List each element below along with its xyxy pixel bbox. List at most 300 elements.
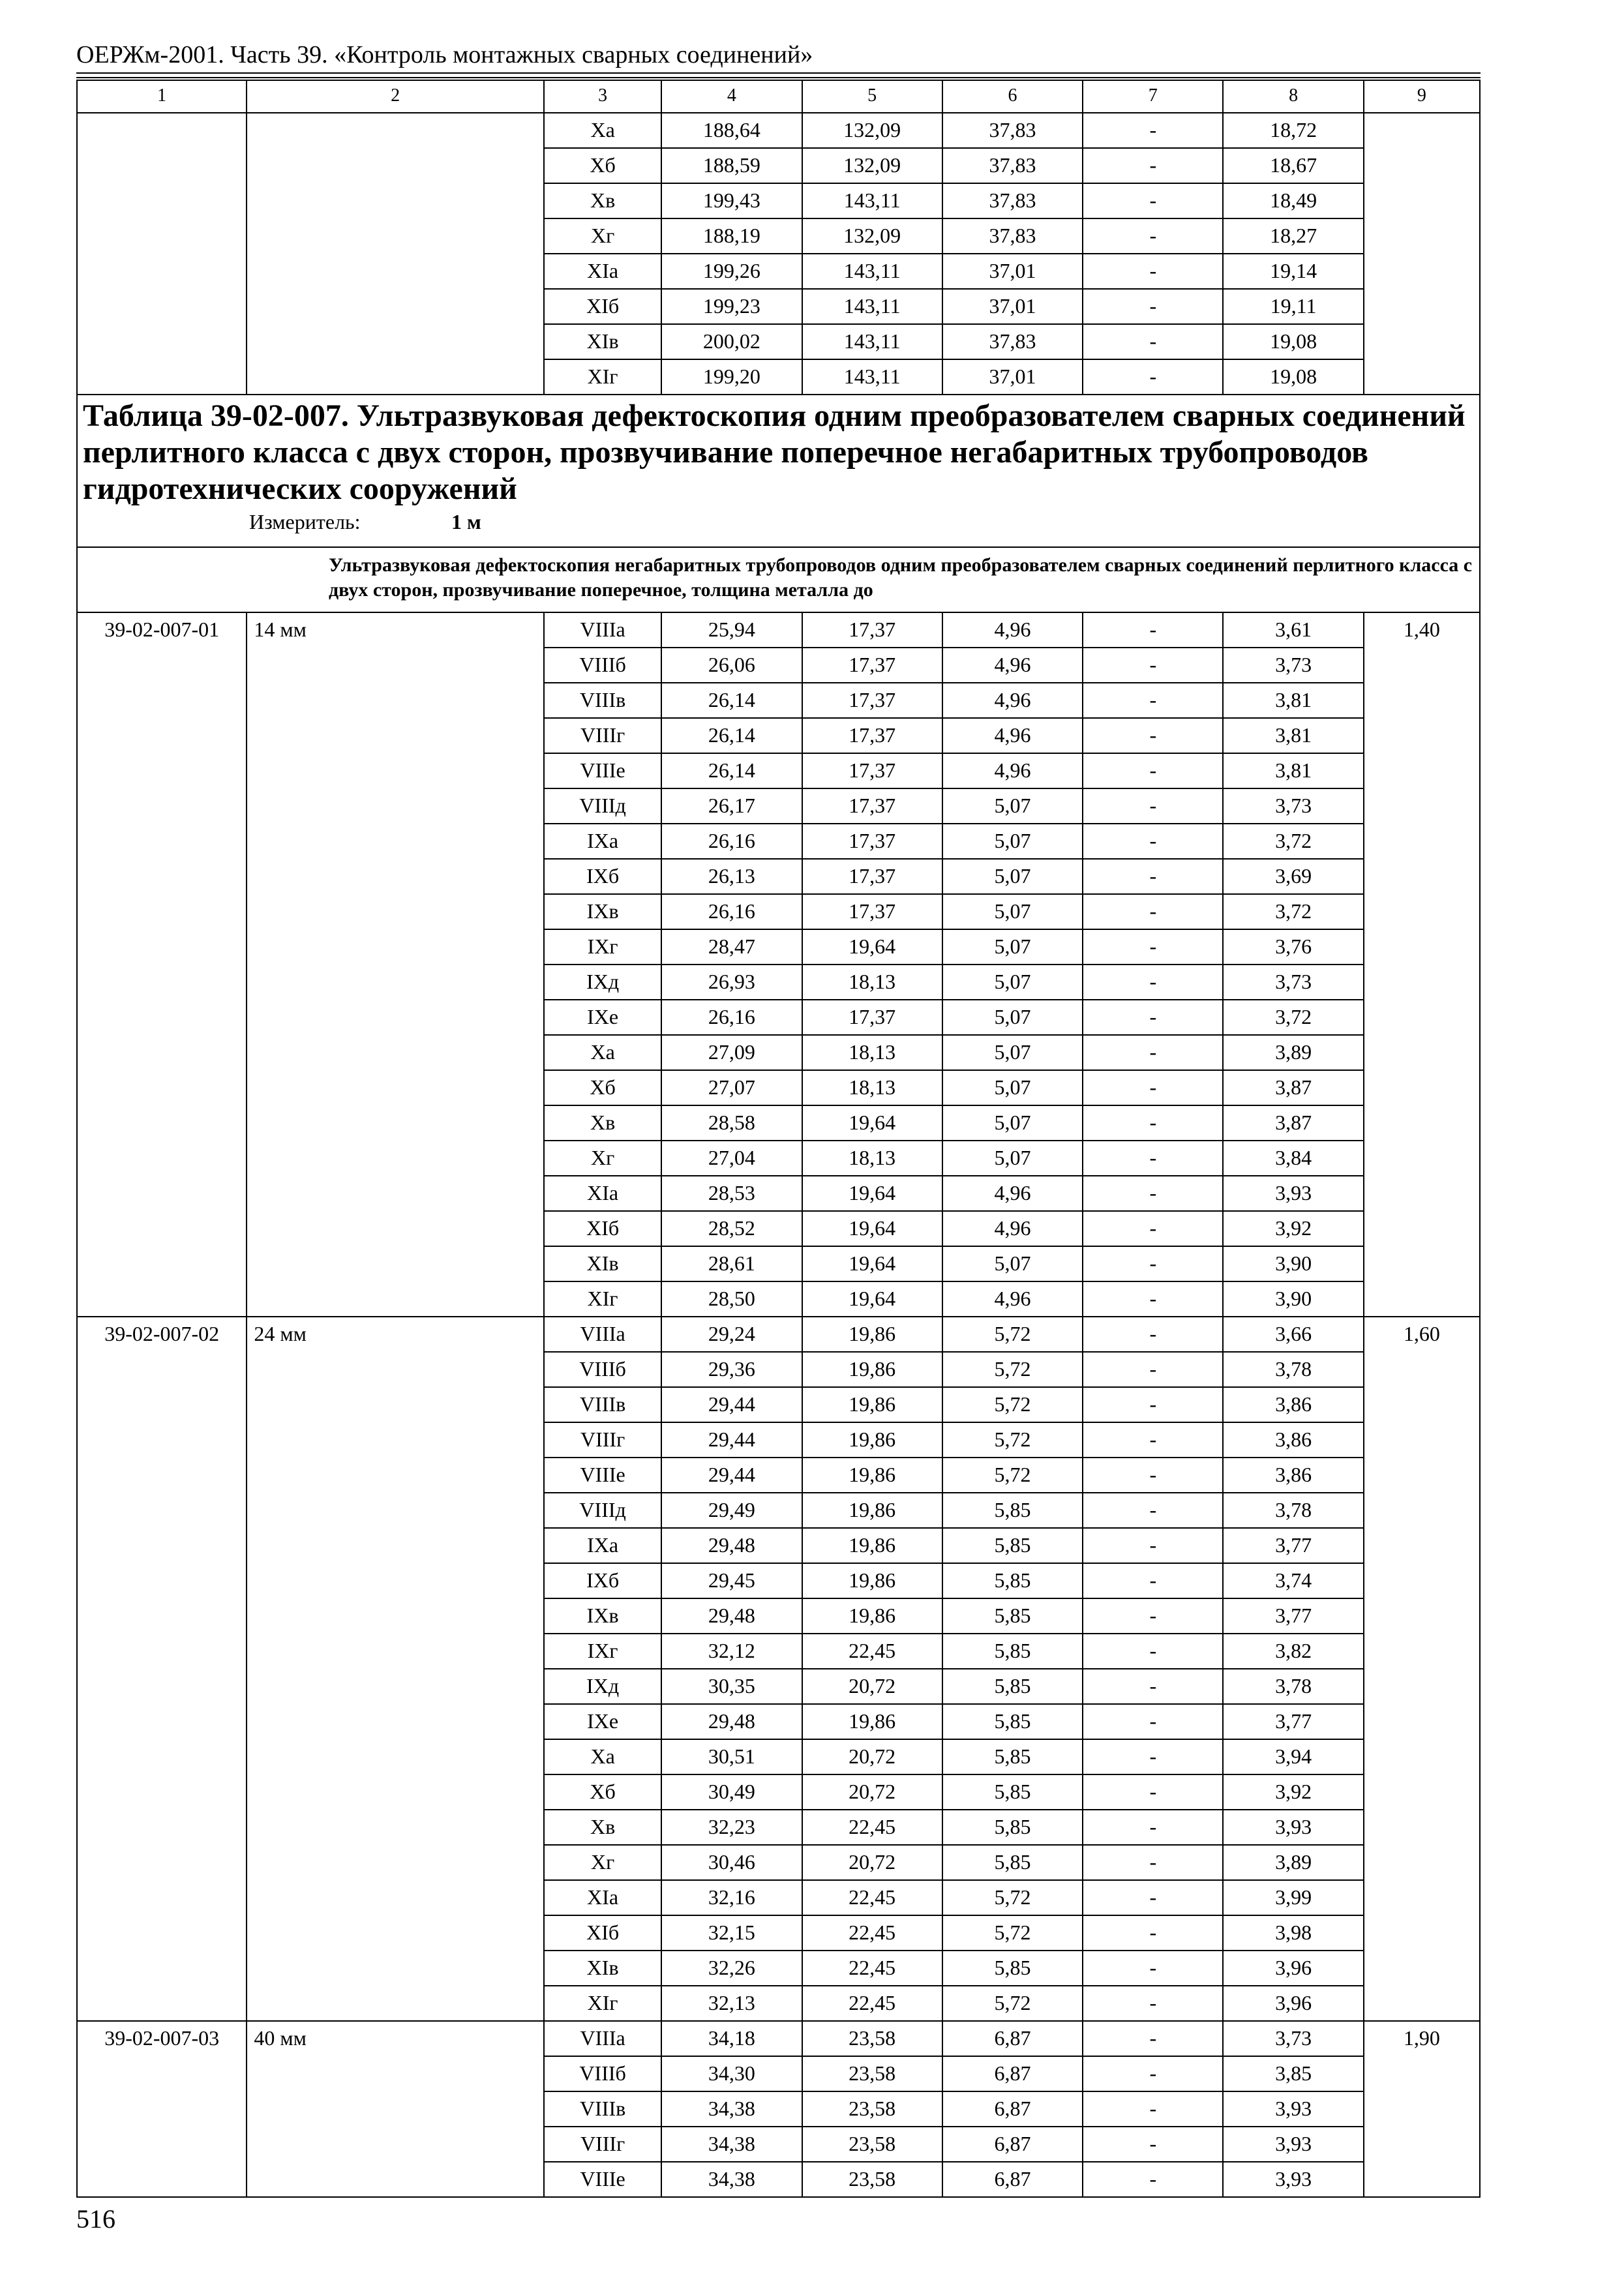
cell-value-col7: - [1083,753,1223,788]
cell-value-col6: 5,07 [942,1035,1083,1070]
cell-rate-code: 39-02-007-03 [77,2021,247,2197]
cell-value-col8: 3,99 [1223,1880,1363,1915]
cell-value-col8: 19,08 [1223,324,1363,359]
cell-value-col6: 37,01 [942,254,1083,289]
cell-value-col7: - [1083,2021,1223,2056]
cell-value-col7: - [1083,2091,1223,2127]
cell-resource-code: XIб [544,1915,661,1951]
cell-resource-code: VIIIг [544,2127,661,2162]
cell-value-col4: 29,36 [661,1352,802,1387]
cell-value-col5: 19,86 [802,1598,942,1634]
cell-value-col7: - [1083,894,1223,929]
cell-value-col6: 5,72 [942,1317,1083,1352]
cell-resource-code: Xв [544,183,661,218]
cell-value-col4: 29,48 [661,1598,802,1634]
cell-value-col4: 32,15 [661,1915,802,1951]
cell-thickness: 14 мм [247,612,544,1317]
cell-value-col6: 6,87 [942,2127,1083,2162]
cell-value-col6: 5,07 [942,859,1083,894]
cell-resource-code: IXб [544,1563,661,1598]
cell-value-col5: 23,58 [802,2056,942,2091]
cell-value-col8: 3,81 [1223,683,1363,718]
cell-value-col7: - [1083,1528,1223,1563]
cell-value-col5: 19,64 [802,929,942,965]
page-number: 516 [76,2204,115,2234]
cell-value-col5: 19,64 [802,1211,942,1246]
cell-value-col4: 34,38 [661,2162,802,2197]
cell-value-col6: 4,96 [942,1211,1083,1246]
cell-value-col8: 3,77 [1223,1598,1363,1634]
cell-value-col8: 3,92 [1223,1211,1363,1246]
cell-value-col4: 28,53 [661,1176,802,1211]
cell-value-col4: 26,14 [661,718,802,753]
cell-value-col6: 5,07 [942,788,1083,824]
cell-resource-code: Xб [544,1070,661,1105]
cell-value-col6: 4,96 [942,753,1083,788]
cell-resource-code: IXв [544,1598,661,1634]
cell-value-col6: 4,96 [942,718,1083,753]
cell-value-col5: 23,58 [802,2162,942,2197]
cell-resource-code: XIa [544,254,661,289]
cell-value-col7: - [1083,1422,1223,1458]
cell-resource-code: Xб [544,1774,661,1810]
rates-table-body [77,80,1480,2197]
cell-resource-code: IXб [544,859,661,894]
cell-resource-code: VIIIб [544,1352,661,1387]
column-number-row [77,80,1480,113]
cell-value-col5: 19,86 [802,1422,942,1458]
cell-value-col5: 17,37 [802,788,942,824]
cell-value-col5: 17,37 [802,648,942,683]
cell-value-col8: 3,86 [1223,1422,1363,1458]
cell-value-col7: - [1083,965,1223,1000]
cell-value-col5: 19,64 [802,1281,942,1317]
cell-resource-code: VIIIa [544,2021,661,2056]
cell-value-col7: - [1083,289,1223,324]
cell-value-col4: 199,26 [661,254,802,289]
cell-value-col8: 3,73 [1223,2021,1363,2056]
cell-value-col7: - [1083,824,1223,859]
cell-resource-code: XIв [544,324,661,359]
column-number: 2 [247,80,544,113]
cell-value-col8: 19,08 [1223,359,1363,395]
cell-value-col8: 3,78 [1223,1669,1363,1704]
cell-value-col4: 29,44 [661,1422,802,1458]
cell-value-col7: - [1083,183,1223,218]
cell-value-col8: 3,73 [1223,788,1363,824]
cell-value-col4: 28,50 [661,1281,802,1317]
cell-value-col4: 26,14 [661,753,802,788]
cell-value-col7: - [1083,1352,1223,1387]
cell-value-col5: 19,86 [802,1563,942,1598]
cell-value-col5: 19,86 [802,1704,942,1739]
cell-value-col6: 5,85 [942,1669,1083,1704]
cell-value-col8: 3,78 [1223,1493,1363,1528]
rates-table [76,80,1481,2198]
cell-value-col8: 3,85 [1223,2056,1363,2091]
cell-value-col8: 3,77 [1223,1528,1363,1563]
cell-value-col5: 22,45 [802,1880,942,1915]
measure-label: Измеритель: [249,510,361,533]
cell-value-col6: 5,07 [942,1070,1083,1105]
cell-value-col8: 3,74 [1223,1563,1363,1598]
cell-value-col5: 19,86 [802,1387,942,1422]
cell-resource-code: Xв [544,1105,661,1141]
cell-resource-code: XIв [544,1951,661,1986]
column-number: 4 [661,80,802,113]
cell-value-col7: - [1083,929,1223,965]
cell-value-col5: 143,11 [802,254,942,289]
cell-value-col4: 29,45 [661,1563,802,1598]
cell-resource-code: IXa [544,824,661,859]
cell-value-col7: - [1083,1281,1223,1317]
cell-value-col8: 18,67 [1223,148,1363,183]
column-number: 7 [1083,80,1223,113]
cell-value-col4: 26,14 [661,683,802,718]
cell-value-col8: 18,27 [1223,218,1363,254]
cell-value-col7: - [1083,1880,1223,1915]
cell-resource-code: Xв [544,1810,661,1845]
measure-value: 1 м [451,510,481,533]
page-header-title: ОЕРЖм-2001. Часть 39. «Контроль монтажных сварных соединений» [76,41,813,68]
cell-value-col4: 34,38 [661,2127,802,2162]
cell-resource-code: VIIIв [544,683,661,718]
cell-value-col5: 132,09 [802,113,942,148]
cell-value-col5: 18,13 [802,1141,942,1176]
cell-resource-code: VIIIд [544,788,661,824]
cell-value-col5: 20,72 [802,1739,942,1774]
cell-value-col4: 188,59 [661,148,802,183]
cell-value-col5: 19,64 [802,1246,942,1281]
cell-value-col6: 5,72 [942,1986,1083,2021]
cell-resource-code: Xг [544,218,661,254]
cell-value-col6: 5,72 [942,1915,1083,1951]
cell-value-col8: 3,89 [1223,1035,1363,1070]
cell-value-col5: 143,11 [802,183,942,218]
cell-value-col8: 19,11 [1223,289,1363,324]
cell-value-col5: 17,37 [802,753,942,788]
table-title: Таблица 39-02-007. Ультразвуковая дефектоскопия одним преобразователем сварных соединений перлитного класса с двух сторон, прозвучивание поперечное негабаритных трубопроводов гидротехнических сооружений [83,398,1466,506]
cell-value-col5: 18,13 [802,1070,942,1105]
cell-value-col7: - [1083,1317,1223,1352]
cell-value-col7: - [1083,1246,1223,1281]
cell-resource-code: XIa [544,1880,661,1915]
cell-value-col5: 17,37 [802,683,942,718]
cell-value-col8: 3,89 [1223,1845,1363,1880]
cell-value-col7: - [1083,2056,1223,2091]
cell-value-col4: 26,16 [661,824,802,859]
cell-value-col8: 3,93 [1223,1810,1363,1845]
cell-value-col7: - [1083,1070,1223,1105]
cell-value-col6: 5,07 [942,1141,1083,1176]
cell-value-col8: 3,76 [1223,929,1363,965]
cell-value-col7: - [1083,254,1223,289]
cell-value-col8: 3,82 [1223,1634,1363,1669]
cell-value-col7: - [1083,2162,1223,2197]
cell-value-col7: - [1083,1915,1223,1951]
cell-col9: 1,60 [1364,1317,1480,2021]
cell-value-col4: 26,17 [661,788,802,824]
cell-thickness: 40 мм [247,2021,544,2197]
cell-value-col7: - [1083,1669,1223,1704]
cell-value-col6: 5,72 [942,1387,1083,1422]
column-number: 9 [1364,80,1480,113]
cell-value-col6: 5,85 [942,1528,1083,1563]
cell-value-col7: - [1083,1774,1223,1810]
cell-value-col7: - [1083,1810,1223,1845]
cell-value-col8: 3,81 [1223,753,1363,788]
cell-value-col5: 19,86 [802,1317,942,1352]
cell-value-col5: 17,37 [802,1000,942,1035]
cell-value-col4: 188,64 [661,113,802,148]
cell-value-col8: 3,87 [1223,1105,1363,1141]
cell-resource-code: XIв [544,1246,661,1281]
cell-value-col4: 34,38 [661,2091,802,2127]
cell-resource-code: XIг [544,1986,661,2021]
cell-value-col4: 30,49 [661,1774,802,1810]
cell-value-col4: 26,93 [661,965,802,1000]
cell-value-col6: 37,83 [942,148,1083,183]
cell-code-empty [77,113,247,395]
cell-value-col8: 3,87 [1223,1070,1363,1105]
cell-value-col6: 5,72 [942,1352,1083,1387]
cell-resource-code: Xa [544,113,661,148]
header-rule [76,72,1481,74]
cell-value-col5: 19,64 [802,1105,942,1141]
cell-value-col5: 22,45 [802,1810,942,1845]
cell-value-col5: 18,13 [802,1035,942,1070]
cell-value-col5: 22,45 [802,1915,942,1951]
table-row [77,2021,1480,2056]
cell-value-col6: 5,07 [942,1246,1083,1281]
cell-resource-code: VIIIв [544,2091,661,2127]
cell-col9-empty [1364,113,1480,395]
cell-value-col8: 18,49 [1223,183,1363,218]
cell-value-col8: 3,93 [1223,2127,1363,2162]
cell-value-col8: 3,72 [1223,894,1363,929]
cell-value-col5: 17,37 [802,859,942,894]
cell-value-col4: 26,16 [661,894,802,929]
cell-value-col4: 28,58 [661,1105,802,1141]
cell-value-col7: - [1083,1563,1223,1598]
cell-value-col5: 20,72 [802,1845,942,1880]
cell-value-col4: 29,48 [661,1528,802,1563]
cell-value-col7: - [1083,718,1223,753]
cell-resource-code: IXв [544,894,661,929]
cell-value-col4: 34,30 [661,2056,802,2091]
cell-value-col8: 3,96 [1223,1951,1363,1986]
cell-value-col4: 25,94 [661,612,802,648]
measure-line [83,510,1474,533]
cell-value-col4: 29,24 [661,1317,802,1352]
cell-value-col4: 200,02 [661,324,802,359]
section-heading-row [77,547,1480,612]
cell-value-col6: 5,85 [942,1563,1083,1598]
cell-value-col4: 29,48 [661,1704,802,1739]
cell-value-col7: - [1083,1951,1223,1986]
cell-resource-code: IXг [544,1634,661,1669]
cell-rate-code: 39-02-007-01 [77,612,247,1317]
cell-value-col6: 5,07 [942,824,1083,859]
cell-resource-code: VIIIв [544,1387,661,1422]
cell-value-col6: 5,72 [942,1880,1083,1915]
cell-value-col6: 37,83 [942,324,1083,359]
cell-value-col5: 18,13 [802,965,942,1000]
cell-value-col7: - [1083,1845,1223,1880]
cell-resource-code: IXд [544,1669,661,1704]
cell-resource-code: IXa [544,1528,661,1563]
cell-value-col4: 199,20 [661,359,802,395]
cell-resource-code: Xб [544,148,661,183]
cell-value-col5: 23,58 [802,2091,942,2127]
cell-value-col5: 22,45 [802,1634,942,1669]
cell-value-col6: 5,85 [942,1493,1083,1528]
cell-value-col8: 18,72 [1223,113,1363,148]
cell-resource-code: IXд [544,965,661,1000]
cell-value-col8: 3,73 [1223,965,1363,1000]
cell-value-col4: 32,16 [661,1880,802,1915]
cell-value-col8: 3,98 [1223,1915,1363,1951]
column-number: 1 [77,80,247,113]
cell-resource-code: VIIIe [544,753,661,788]
cell-value-col6: 5,85 [942,1598,1083,1634]
cell-value-col7: - [1083,1000,1223,1035]
cell-value-col4: 27,04 [661,1141,802,1176]
cell-resource-code: Xa [544,1739,661,1774]
cell-value-col8: 3,90 [1223,1246,1363,1281]
cell-value-col5: 23,58 [802,2127,942,2162]
cell-value-col7: - [1083,683,1223,718]
cell-value-col8: 3,66 [1223,1317,1363,1352]
cell-value-col7: - [1083,359,1223,395]
cell-value-col8: 3,90 [1223,1281,1363,1317]
cell-value-col4: 32,23 [661,1810,802,1845]
table-row [77,612,1480,648]
cell-value-col4: 26,16 [661,1000,802,1035]
cell-value-col4: 29,44 [661,1458,802,1493]
cell-value-col7: - [1083,788,1223,824]
cell-resource-code: XIa [544,1176,661,1211]
cell-value-col6: 6,87 [942,2091,1083,2127]
column-number: 8 [1223,80,1363,113]
cell-value-col5: 19,64 [802,1176,942,1211]
cell-value-col8: 3,86 [1223,1387,1363,1422]
cell-value-col4: 29,44 [661,1387,802,1422]
cell-resource-code: IXг [544,929,661,965]
cell-value-col6: 5,07 [942,894,1083,929]
cell-resource-code: VIIIa [544,1317,661,1352]
cell-value-col4: 28,47 [661,929,802,965]
cell-value-col8: 3,84 [1223,1141,1363,1176]
cell-value-col5: 20,72 [802,1774,942,1810]
cell-resource-code: VIIIe [544,1458,661,1493]
cell-col9: 1,90 [1364,2021,1480,2197]
cell-value-col7: - [1083,1986,1223,2021]
cell-rate-code: 39-02-007-02 [77,1317,247,2021]
cell-value-col6: 37,01 [942,289,1083,324]
cell-resource-code: Xг [544,1141,661,1176]
cell-value-col4: 199,23 [661,289,802,324]
cell-value-col7: - [1083,1035,1223,1070]
cell-value-col6: 5,72 [942,1458,1083,1493]
cell-value-col6: 37,83 [942,113,1083,148]
cell-value-col6: 4,96 [942,612,1083,648]
cell-value-col7: - [1083,1105,1223,1141]
cell-value-col7: - [1083,859,1223,894]
cell-value-col5: 23,58 [802,2021,942,2056]
cell-value-col6: 5,85 [942,1845,1083,1880]
cell-value-col8: 3,69 [1223,859,1363,894]
cell-value-col5: 143,11 [802,289,942,324]
cell-value-col6: 4,96 [942,648,1083,683]
cell-value-col4: 29,49 [661,1493,802,1528]
cell-value-col5: 19,86 [802,1493,942,1528]
cell-value-col5: 19,86 [802,1528,942,1563]
cell-value-col8: 3,86 [1223,1458,1363,1493]
cell-value-col4: 32,13 [661,1986,802,2021]
cell-value-col8: 3,96 [1223,1986,1363,2021]
cell-value-col6: 6,87 [942,2021,1083,2056]
cell-value-col6: 5,07 [942,965,1083,1000]
cell-col9: 1,40 [1364,612,1480,1317]
cell-resource-code: XIг [544,359,661,395]
cell-value-col4: 27,09 [661,1035,802,1070]
cell-value-col6: 5,85 [942,1704,1083,1739]
cell-value-col6: 5,85 [942,1951,1083,1986]
cell-value-col4: 199,43 [661,183,802,218]
cell-value-col7: - [1083,218,1223,254]
cell-value-col5: 22,45 [802,1986,942,2021]
cell-value-col7: - [1083,612,1223,648]
cell-resource-code: VIIIг [544,1422,661,1458]
cell-value-col5: 143,11 [802,359,942,395]
cell-value-col7: - [1083,1387,1223,1422]
cell-value-col8: 3,93 [1223,2091,1363,2127]
cell-value-col8: 19,14 [1223,254,1363,289]
cell-value-col8: 3,92 [1223,1774,1363,1810]
cell-value-col7: - [1083,148,1223,183]
cell-resource-code: VIIIб [544,648,661,683]
cell-value-col5: 17,37 [802,824,942,859]
cell-value-col8: 3,78 [1223,1352,1363,1387]
cell-resource-code: VIIIд [544,1493,661,1528]
cell-value-col6: 5,72 [942,1422,1083,1458]
cell-value-col4: 188,19 [661,218,802,254]
cell-value-col6: 5,07 [942,929,1083,965]
section-heading: Ультразвуковая дефектоскопия негабаритных трубопроводов одним преобразователем сварных соединений перлитного класса с двух сторон, прозвучивание поперечное, толщина металла до [77,547,1480,612]
cell-resource-code: IXe [544,1000,661,1035]
cell-value-col4: 30,35 [661,1669,802,1704]
cell-value-col8: 3,94 [1223,1739,1363,1774]
cell-value-col4: 28,61 [661,1246,802,1281]
cell-value-col4: 26,13 [661,859,802,894]
cell-value-col7: - [1083,1211,1223,1246]
cell-value-col8: 3,93 [1223,2162,1363,2197]
cell-value-col8: 3,61 [1223,612,1363,648]
table-row [77,1317,1480,1352]
cell-value-col7: - [1083,1176,1223,1211]
cell-value-col6: 6,87 [942,2056,1083,2091]
cell-value-col5: 19,86 [802,1458,942,1493]
cell-value-col6: 5,85 [942,1739,1083,1774]
cell-value-col5: 143,11 [802,324,942,359]
cell-resource-code: Xг [544,1845,661,1880]
column-number: 6 [942,80,1083,113]
cell-value-col6: 5,85 [942,1634,1083,1669]
cell-value-col6: 37,83 [942,183,1083,218]
table-row [77,113,1480,148]
cell-resource-code: IXe [544,1704,661,1739]
